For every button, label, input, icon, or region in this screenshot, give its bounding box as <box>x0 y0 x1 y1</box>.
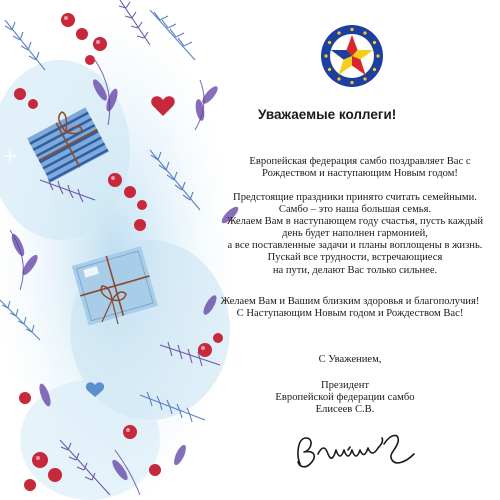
wishes-line: Пускай все трудности, встречающиеся <box>267 252 443 264</box>
greeting-line: Рождеством и наступающим Новым годом! <box>262 168 458 180</box>
wishes-paragraph <box>205 192 500 277</box>
regards-line <box>270 354 430 366</box>
esf-sambo-star-emblem-icon <box>318 22 386 90</box>
wishes-line: Самбо – это наша большая семья. <box>278 204 432 216</box>
wishes-line: на пути, делают Вас только сильнее. <box>272 264 438 276</box>
greeting-paragraph <box>215 156 500 180</box>
wishes-line: Предстоящие праздники принято считать семейными. <box>233 192 477 203</box>
wishes-line: день будет наполнен гармонией, <box>282 228 428 240</box>
signatory-block <box>260 380 430 416</box>
closing-wishes-line: С Наступающим Новым годом и Рождеством Вас! <box>236 308 464 320</box>
signatory-organization: Европейской федерации самбо <box>275 392 415 404</box>
closing-wishes-paragraph <box>200 296 500 320</box>
wishes-line: Желаем Вам в наступающем году счастья, пусть каждый <box>226 216 484 228</box>
wishes-line: а все поставленные задачи и планы воплощены в жизнь. <box>227 240 483 252</box>
signatory-position: Президент <box>320 380 370 391</box>
signatory-name: Елисеев С.В. <box>315 404 375 416</box>
closing-wishes-line: Желаем Вам и Вашим близким здоровья и благополучия! <box>220 296 480 307</box>
handwritten-signature-image <box>288 424 418 480</box>
letter-title: Уважаемые коллеги! <box>258 107 397 122</box>
regards-text: С Уважением, <box>318 354 382 365</box>
greeting-line: Европейская федерация самбо поздравляет Вас с <box>249 156 471 167</box>
